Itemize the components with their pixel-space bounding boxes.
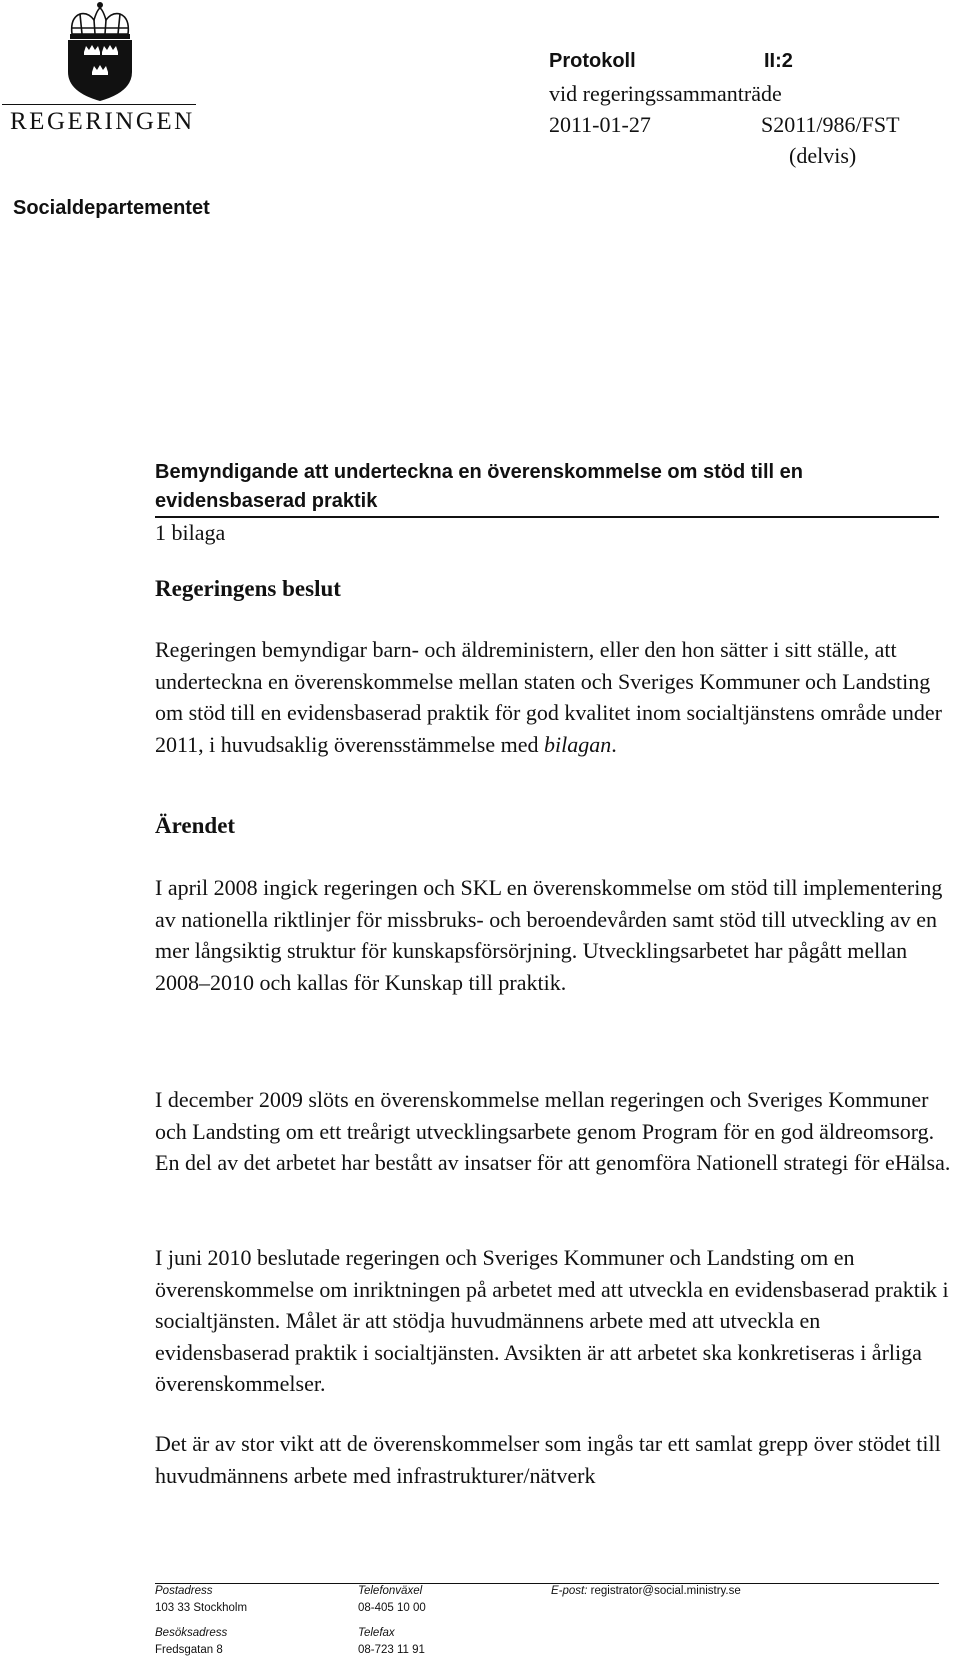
decision-heading: Regeringens beslut [155,576,341,601]
fax-value: 08-723 11 91 [358,1644,425,1656]
visit-value: Fredsgatan 8 [155,1644,223,1656]
switchboard-label: Telefonväxel [358,1585,423,1597]
decision-text-end: . [611,731,617,757]
reference-number: S2011/986/FST [761,112,900,137]
email-row [551,1585,741,1597]
matter-paragraph: Det är av stor vikt att de överenskommelser som ingås tar ett samlat grepp över stödet till huvudmännens arbete med infrastrukturer/nätverk [155,1431,941,1488]
switchboard-value: 08-405 10 00 [358,1602,426,1614]
subject-rule [155,516,939,518]
matter-paragraph: I april 2008 ingick regeringen och SKL en överenskommelse om stöd till implementering av nationella riktlinjer för missbruks- och beroendevården samt stöd till utveckling av en mer långsiktig struktur för kunskapsförsörjning. Utvecklingsarbetet har pågått mellan 2008–2010 och kallas för Kunskap till praktik. [155,875,943,995]
meeting-line: vid regeringssammanträde [549,81,782,106]
protocol-header [549,50,957,174]
decision-text-main: Regeringen bemyndigar barn- och äldreministern, eller den hon sätter i sitt ställe, att underteckna en överenskommelse mellan staten och Sveriges Kommuner och Landsting om stöd till en evidensbaserad praktik för god kvalitet inom socialtjänstens område under 2011, i huvudsaklig överensstämmelse med [155,637,942,757]
email-label: E-post: [551,1585,588,1597]
protocol-number: II:2 [764,50,793,72]
matter-paragraph: I december 2009 slöts en överenskommelse mellan regeringen och Sveriges Kommuner och Landsting om ett treårigt utvecklingsarbete genom Program för en god äldreomsorg. En del av det arbetet har bestått av insatser för att genomföra Nationell strategi för eHälsa. [155,1087,951,1175]
subject-title: Bemyndigande att underteckna en överenskommelse om stöd till en evidensbaserad praktik [155,461,803,512]
matter-paragraph: I juni 2010 beslutade regeringen och Sveriges Kommuner och Landsting om en överenskommelse om inriktningen på arbetet med att utveckla en evidensbaserad praktik i socialtjänsten. Målet är att stödja huvudmännens arbete med att utveckla en evidensbaserad praktik i socialtjänsten. Avsikten är att arbetet ska konkretiseras i årliga överenskommelser. [155,1245,949,1396]
footer-rule [155,1583,939,1584]
protocol-label: Protokoll [549,50,636,72]
logo-rule [2,104,196,105]
department-name: Socialdepartementet [13,197,210,219]
logo-wordmark: REGERINGEN [10,108,195,135]
postal-label: Postadress [155,1585,213,1597]
reference-note: (delvis) [789,143,857,168]
visit-label: Besöksadress [155,1627,228,1639]
crown-shield-icon [0,0,200,104]
matter-heading: Ärendet [155,813,236,838]
meeting-date: 2011-01-27 [549,112,651,137]
email-value[interactable]: registrator@social.ministry.se [590,1585,741,1597]
decision-text [155,634,955,760]
fax-label: Telefax [358,1627,395,1639]
decision-text-italic: bilagan [544,731,612,757]
government-logo [0,0,200,140]
attachment-note: 1 bilaga [155,520,226,545]
postal-value: 103 33 Stockholm [155,1602,248,1614]
